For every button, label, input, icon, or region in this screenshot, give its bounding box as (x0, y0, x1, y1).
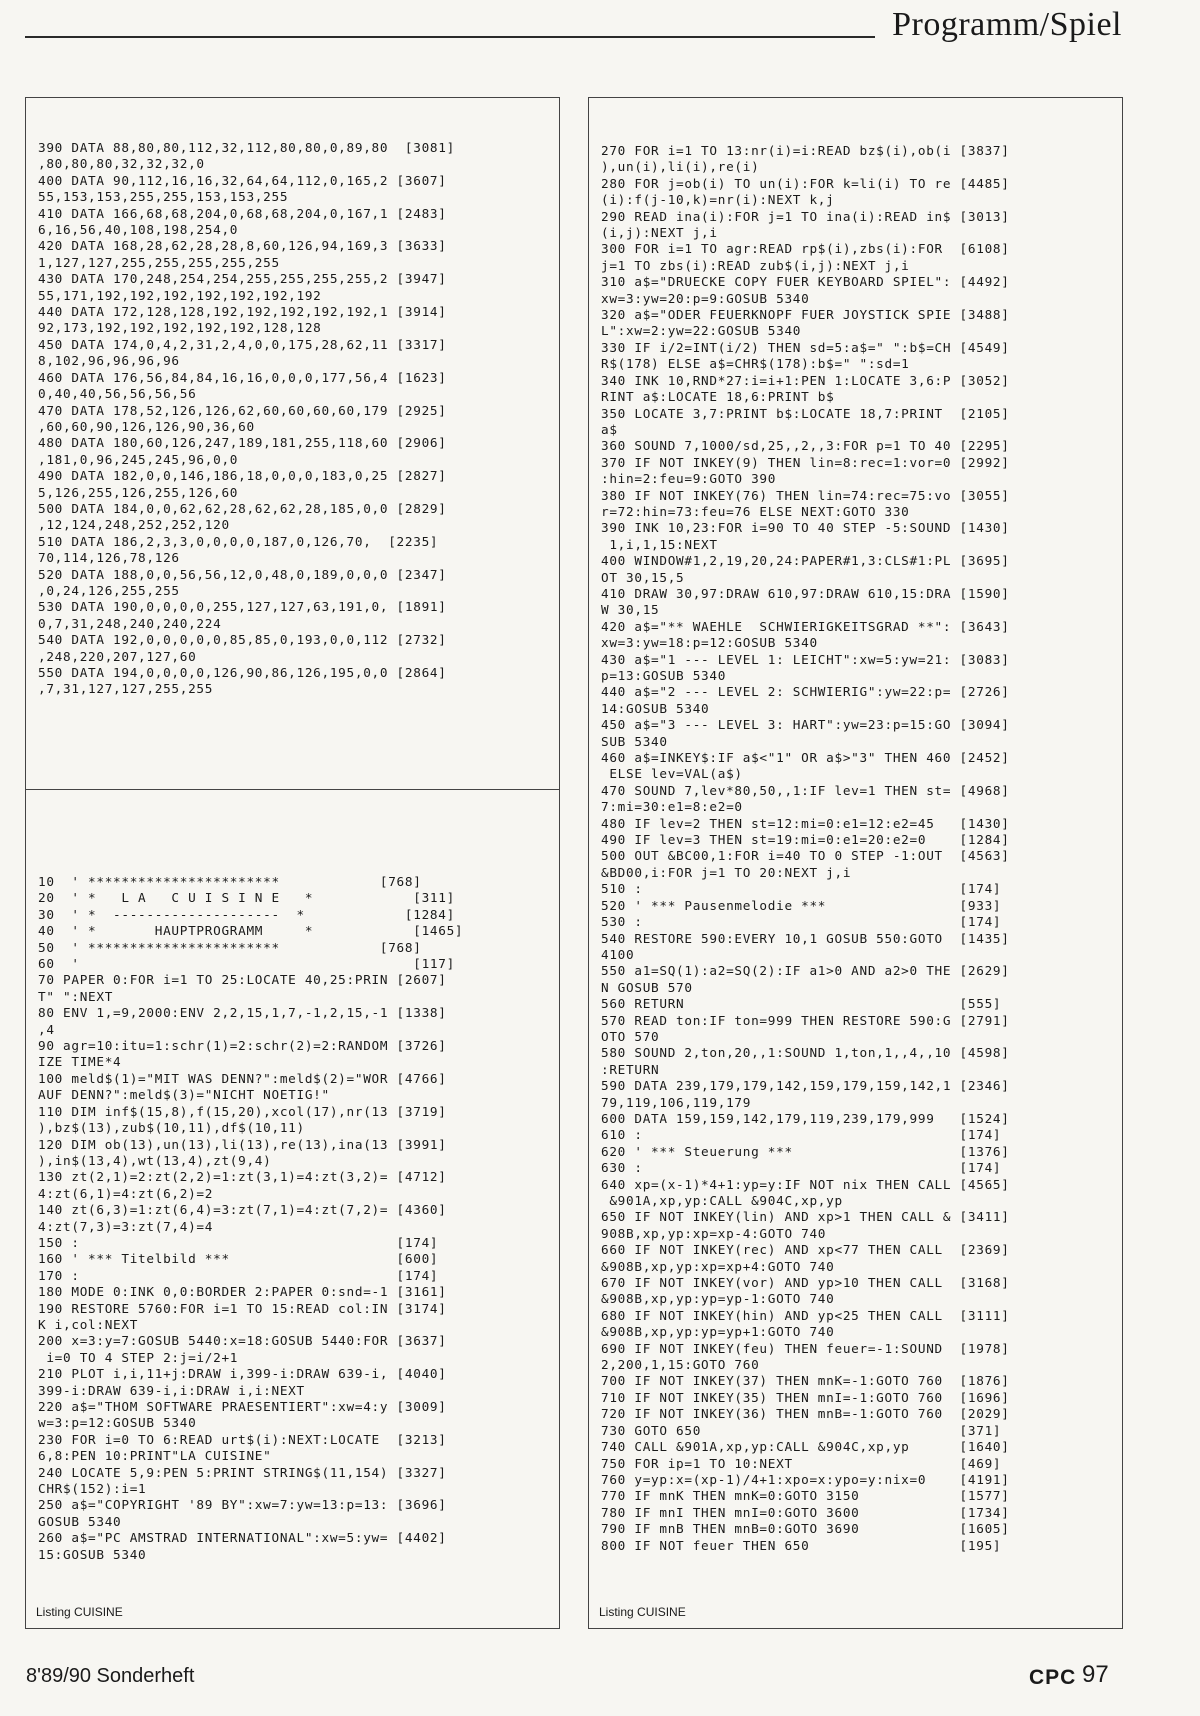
listing-caption-left: Listing CUISINE (36, 1605, 123, 1619)
listing-caption-right: Listing CUISINE (599, 1605, 686, 1619)
page-header-title: Programm/Spiel (892, 6, 1122, 43)
code-listing-data-block: 390 DATA 88,80,80,112,32,112,80,80,0,89,80 [3081] ,80,80,80,32,32,32,0 400 DATA 90,112,16,16,32,64,64,112,0,165,2 [3607] 55,153,153,255,255,153,153,255 410 DATA 166,68,68,204,0,68,68,204,0,167,1 [2483] 6,16,56,40,108,198,254,0 420 DATA 168,28,62,28,28,8,60,126,94,169,3 [3633] 1,127,127,255,255,255,255,255 430 DATA 170,248,254,254,255,255,255,255,2 [3947] 55,171,192,192,192,192,192,192,192 440 DATA 172,128,128,192,192,192,192,192,1 [3914] 92,173,192,192,192,192,192,128,128 450 DATA 174,0,4,2,31,2,4,0,0,175,28,62,11 [3317] 8,102,96,96,96,96 460 DATA 176,56,84,84,16,16,0,0,0,177,56,4 [1623] 0,40,40,56,56,56,56 470 DATA 178,52,126,126,62,60,60,60,60,179 [2925] ,60,60,90,126,126,90,36,60 480 DATA 180,60,126,247,189,181,255,118,60 [2906] ,181,0,96,245,245,96,0,0 490 DATA 182,0,0,146,186,18,0,0,0,183,0,25 [2827] 5,126,255,126,255,126,60 500 DATA 184,0,0,62,62,28,62,62,28,185,0,0 [2829] ,12,124,248,252,252,120 510 DATA 186,2,3,3,0,0,0,0,187,0,126,70, [2235] 70,114,126,78,126 520 DATA 188,0,0,56,56,12,0,48,0,189,0,0,0 [2347] ,0,24,126,255,255 530 DATA 190,0,0,0,0,255,127,127,63,191,0, [1891] 0,7,31,248,240,240,224 540 DATA 192,0,0,0,0,0,85,85,0,193,0,0,112 [2732] ,248,220,207,127,60 550 DATA 194,0,0,0,0,126,90,86,126,195,0,0 [2864] ,7,31,127,127,255,255 (38, 140, 455, 697)
right-panel (588, 97, 1123, 1629)
footer-brand-logo: CPC (1029, 1666, 1077, 1689)
header-rule (25, 36, 875, 38)
code-listing-continued: 270 FOR i=1 TO 13:nr(i)=i:READ bz$(i),ob(i [3837] ),un(i),li(i),re(i) 280 FOR j=ob(i) TO un(i):FOR k=li(i) TO re [4485] (i):f(j-10,k)=nr(i):NEXT k,j 290 READ ina(i):FOR j=1 TO ina(i):READ in$ [3013] (i,j):NEXT j,i 300 FOR i=1 TO agr:READ rp$(i),zbs(i):FOR [6108] j=1 TO zbs(i):READ zub$(i,j):NEXT j,i 310 a$="DRUECKE COPY FUER KEYBOARD SPIEL": [4492] xw=3:yw=20:p=9:GOSUB 5340 320 a$="ODER FEUERKNOPF FUER JOYSTICK SPIE [3488] L":xw=2:yw=22:GOSUB 5340 330 IF i/2=INT(i/2) THEN sd=5:a$=" ":b$=CH [4549] R$(178) ELSE a$=CHR$(178):b$=" ":sd=1 340 INK 10,RND*27:i=i+1:PEN 1:LOCATE 3,6:P [3052] RINT a$:LOCATE 18,6:PRINT b$ 350 LOCATE 3,7:PRINT b$:LOCATE 18,7:PRINT [2105] a$ 360 SOUND 7,1000/sd,25,,2,,3:FOR p=1 TO 40 [2295] 370 IF NOT INKEY(9) THEN lin=8:rec=1:vor=0 [2992] :hin=2:feu=9:GOTO 390 380 IF NOT INKEY(76) THEN lin=74:rec=75:vo [3055] r=72:hin=73:feu=76 ELSE NEXT:GOTO 330 390 INK 10,23:FOR i=90 TO 40 STEP -5:SOUND [1430] 1,i,1,15:NEXT 400 WINDOW#1,2,19,20,24:PAPER#1,3:CLS#1:PL [3695] OT 30,15,5 410 DRAW 30,97:DRAW 610,97:DRAW 610,15:DRA [1590] W 30,15 420 a$="** WAEHLE SCHWIERIGKEITSGRAD **": [3643] xw=3:yw=18:p=12:GOSUB 5340 430 a$="1 --- LEVEL 1: LEICHT":xw=5:yw=21: [3083] p=13:GOSUB 5340 440 a$="2 --- LEVEL 2: SCHWIERIG":yw=22:p= [2726] 14:GOSUB 5340 450 a$="3 --- LEVEL 3: HART":yw=23:p=15:GO [3094] SUB 5340 460 a$=INKEY$:IF a$<"1" OR a$>"3" THEN 460 [2452] ELSE lev=VAL(a$) 470 SOUND 7,lev*80,50,,1:IF lev=1 THEN st= [4968] 7:mi=30:e1=8:e2=0 480 IF lev=2 THEN st=12:mi=0:e1=12:e2=45 [1430] 490 IF lev=3 THEN st=19:mi=0:e1=20:e2=0 [1284] 500 OUT &BC00,1:FOR i=40 TO 0 STEP -1:OUT [4563] &BD00,i:FOR j=1 TO 20:NEXT j,i 510 : [174] 520 ' *** Pausenmelodie *** [933] 530 : [174] 540 RESTORE 590:EVERY 10,1 GOSUB 550:GOTO [1435] 4100 550 a1=SQ(1):a2=SQ(2):IF a1>0 AND a2>0 THE [2629] N GOSUB 570 560 RETURN [555] 570 READ ton:IF ton=999 THEN RESTORE 590:G [2791] OTO 570 580 SOUND 2,ton,20,,1:SOUND 1,ton,1,,4,,10 [4598] :RETURN 590 DATA 239,179,179,142,159,179,159,142,1 [2346] 79,119,106,119,179 600 DATA 159,159,142,179,119,239,179,999 [1524] 610 : [174] 620 ' *** Steuerung *** [1376] 630 : [174] 640 xp=(x-1)*4+1:yp=y:IF NOT nix THEN CALL [4565] &901A,xp,yp:CALL &904C,xp,yp 650 IF NOT INKEY(lin) AND xp>1 THEN CALL & [3411] 908B,xp,yp:xp=xp-4:GOTO 740 660 IF NOT INKEY(rec) AND xp<77 THEN CALL [2369] &908B,xp,yp:xp=xp+4:GOTO 740 670 IF NOT INKEY(vor) AND yp>10 THEN CALL [3168] &908B,xp,yp:yp=yp-1:GOTO 740 680 IF NOT INKEY(hin) AND yp<25 THEN CALL [3111] &908B,xp,yp:yp=yp+1:GOTO 740 690 IF NOT INKEY(feu) THEN feuer=-1:SOUND [1978] 2,200,1,15:GOTO 760 700 IF NOT INKEY(37) THEN mnK=-1:GOTO 760 [1876] 710 IF NOT INKEY(35) THEN mnI=-1:GOTO 760 [1696] 720 IF NOT INKEY(36) THEN mnB=-1:GOTO 760 [2029] 730 GOTO 650 [371] 740 CALL &901A,xp,yp:CALL &904C,xp,yp [1640] 750 FOR ip=1 TO 10:NEXT [469] 760 y=yp:x=(xp-1)/4+1:xpo=x:ypo=y:nix=0 [4191] 770 IF mnK THEN mnK=0:GOTO 3150 [1577] 780 IF mnI THEN mnI=0:GOTO 3600 [1734] 790 IF mnB THEN mnB=0:GOTO 3690 [1605] 800 IF NOT feuer THEN 650 [195] (601, 143, 1010, 1553)
footer-issue: 8'89/90 Sonderheft (26, 1665, 195, 1687)
page-number: 97 (1082, 1661, 1109, 1688)
left-top-panel (25, 97, 560, 790)
code-listing-main-program: 10 ' *********************** [768] 20 ' * L A C U I S I N E * [311] 30 ' * -------------------- * [1284] 40 ' * HAUPTPROGRAMM * [1465] 50 ' *********************** [768] 60 ' [117] 70 PAPER 0:FOR i=1 TO 25:LOCATE 40,25:PRIN [2607] T" ":NEXT 80 ENV 1,=9,2000:ENV 2,2,15,1,7,-1,2,15,-1 [1338] ,4 90 agr=10:itu=1:schr(1)=2:schr(2)=2:RANDOM [3726] IZE TIME*4 100 meld$(1)="MIT WAS DENN?":meld$(2)="WOR [4766] AUF DENN?":meld$(3)="NICHT NOETIG!" 110 DIM inf$(15,8),f(15,20),xcol(17),nr(13 [3719] ),bz$(13),zub$(10,11),df$(10,11) 120 DIM ob(13),un(13),li(13),re(13),ina(13 [3991] ),in$(13,4),wt(13,4),zt(9,4) 130 zt(2,1)=2:zt(2,2)=1:zt(3,1)=4:zt(3,2)= [4712] 4:zt(6,1)=4:zt(6,2)=2 140 zt(6,3)=1:zt(6,4)=3:zt(7,1)=4:zt(7,2)= [4360] 4:zt(7,3)=3:zt(7,4)=4 150 : [174] 160 ' *** Titelbild *** [600] 170 : [174] 180 MODE 0:INK 0,0:BORDER 2:PAPER 0:snd=-1 [3161] 190 RESTORE 5760:FOR i=1 TO 15:READ col:IN [3174] K i,col:NEXT 200 x=3:y=7:GOSUB 5440:x=18:GOSUB 5440:FOR [3637] i=0 TO 4 STEP 2:j=i/2+1 210 PLOT i,i,11+j:DRAW i,399-i:DRAW 639-i, [4040] 399-i:DRAW 639-i,i:DRAW i,i:NEXT 220 a$="THOM SOFTWARE PRAESENTIERT":xw=4:y [3009] w=3:p=12:GOSUB 5340 230 FOR i=0 TO 6:READ urt$(i):NEXT:LOCATE [3213] 6,8:PEN 10:PRINT"LA CUISINE" 240 LOCATE 5,9:PEN 5:PRINT STRING$(11,154) [3327] CHR$(152):i=1 250 a$="COPYRIGHT '89 BY":xw=7:yw=13:p=13: [3696] GOSUB 5340 260 a$="PC AMSTRAD INTERNATIONAL":xw=5:yw= [4402] 15:GOSUB 5340 (38, 874, 464, 1562)
left-bottom-panel (25, 789, 560, 1629)
